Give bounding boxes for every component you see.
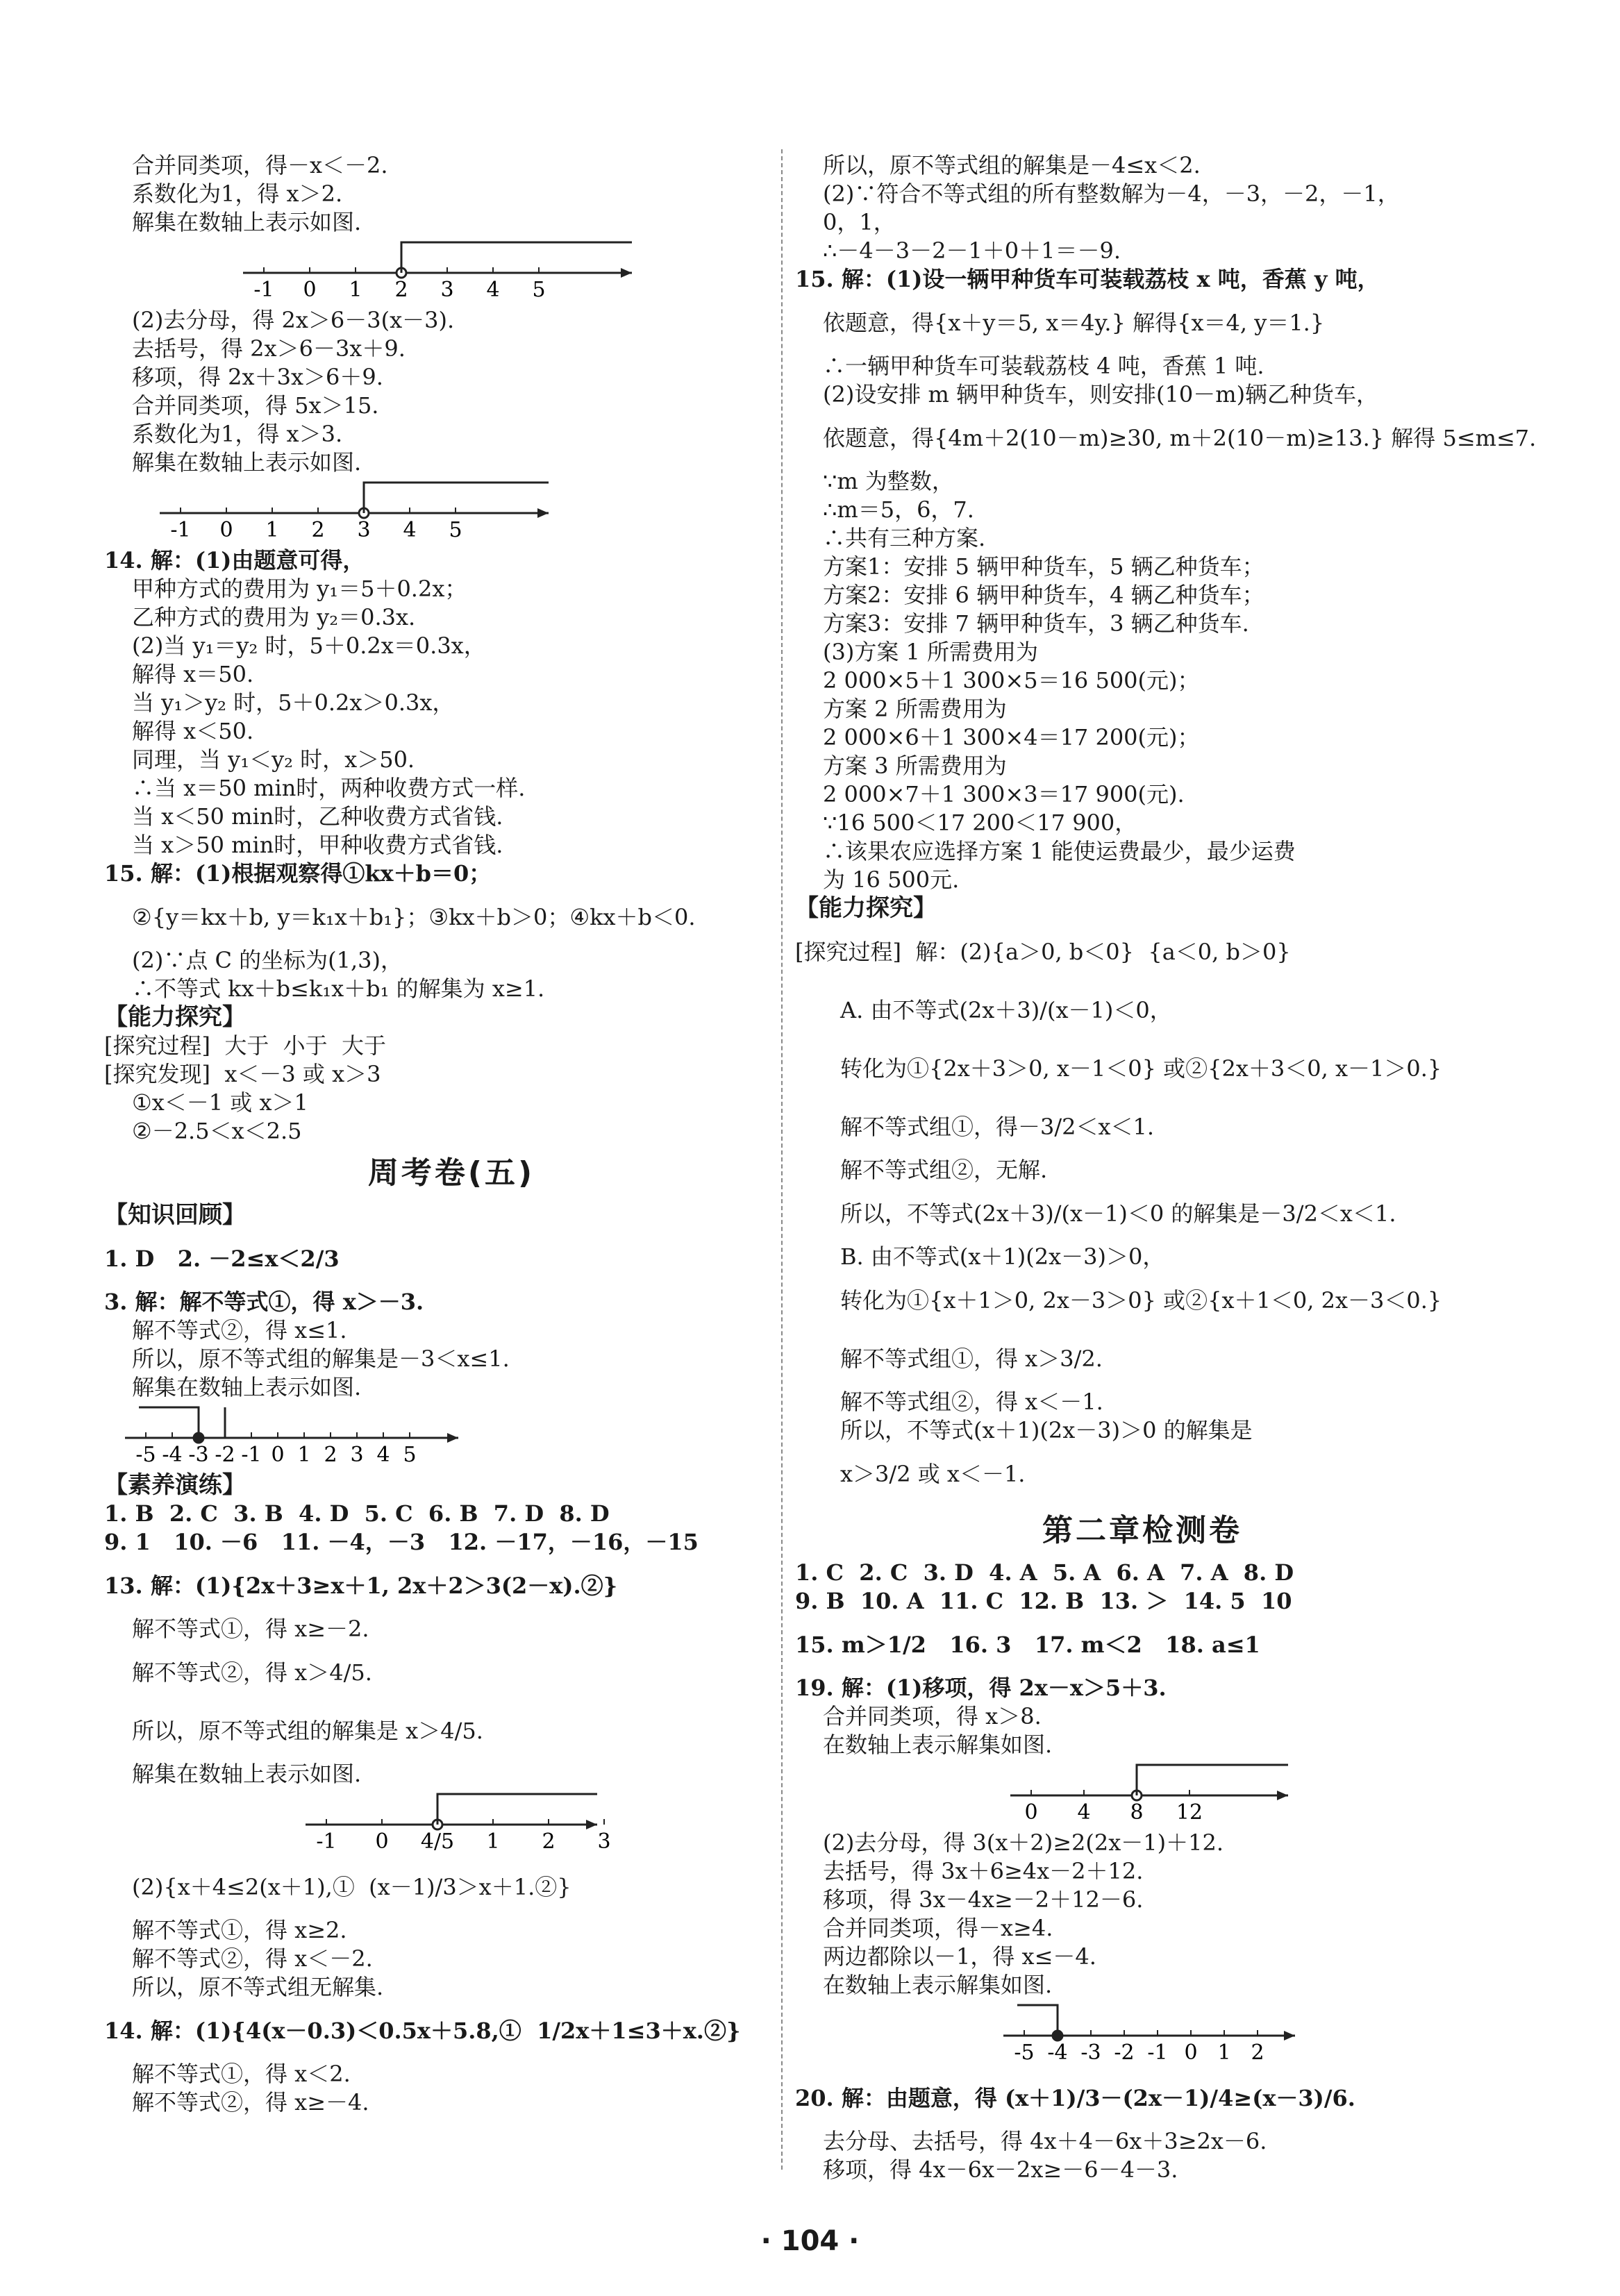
tick-label: 5 [403, 1443, 417, 1467]
answer-line: 解得 x＝50. [132, 661, 254, 687]
answer-line: 解不等式①，得 x≥2. [132, 1917, 347, 1943]
answer-line: 转化为①{x＋1＞0, 2x－3＞0} 或②{x＋1＜0, 2x－3＜0.} [840, 1287, 1442, 1314]
answer-line: 去分母、去括号，得 4x＋4－6x＋3≥2x－6. [823, 2128, 1267, 2154]
answer-line: 去括号，得 2x＞6－3x＋9. [132, 335, 406, 362]
answer-line: 解得 x＜50. [132, 718, 254, 744]
question-line: 1. D 2. －2≤x＜2/3 [104, 1246, 340, 1272]
answer-line: 在数轴上表示解集如图. [823, 1732, 1053, 1758]
answer-line: 所以，不等式(2x＋3)/(x－1)＜0 的解集是－3/2＜x＜1. [840, 1200, 1396, 1227]
answer-line: 解不等式②，得 x≤1. [132, 1317, 347, 1343]
answer-line: ∴m＝5，6，7. [823, 496, 974, 523]
tick-label: -4 [1047, 2041, 1068, 2065]
section-title: 第二章检测卷 [1042, 1513, 1242, 1548]
tick-label: -5 [135, 1443, 156, 1467]
number-line [104, 237, 799, 306]
tick-label: -1 [253, 278, 274, 302]
section-heading: 【能力探究】 [795, 894, 937, 922]
tick-label: 4/5 [420, 1829, 455, 1854]
tick-label: 0 [375, 1829, 389, 1854]
number-line-svg [795, 1759, 1462, 1829]
answer-line: 在数轴上表示解集如图. [823, 1972, 1053, 1998]
answer-line: ∴共有三种方案. [823, 525, 986, 551]
tick-label: 1 [349, 278, 362, 302]
tick-label: 0 [303, 278, 317, 302]
answer-line: 解不等式组①，得 x＞3/2. [840, 1346, 1103, 1372]
answer-line: 解不等式②，得 x＞4/5. [132, 1659, 372, 1686]
section-heading: 【素养演练】 [104, 1471, 246, 1499]
tick-label: -1 [1147, 2041, 1168, 2065]
tick-label: 3 [440, 278, 454, 302]
question-line: 3. 解：解不等式①，得 x＞－3. [104, 1289, 424, 1315]
solution-ray [139, 1407, 225, 1438]
question-line: 14. 解：(1)由题意可得， [104, 547, 365, 573]
answer-line: 2 000×6＋1 300×4＝17 200(元)； [823, 724, 1200, 751]
answer-line: 解不等式②，得 x＜－2. [132, 1945, 373, 1972]
answer-line: 2 000×5＋1 300×5＝16 500(元)； [823, 667, 1200, 694]
answer-line: 系数化为1，得 x＞3. [132, 421, 343, 447]
answer-line: 移项，得 2x＋3x＞6＋9. [132, 364, 383, 390]
question-line: 9. B 10. A 11. C 12. B 13. ＞ 14. 5 10 [795, 1588, 1292, 1614]
tick-label: 3 [350, 1443, 364, 1467]
tick-label: 4 [486, 278, 500, 302]
question-line: 1. C 2. C 3. D 4. A 5. A 6. A 7. A 8. D [795, 1559, 1294, 1586]
section-title: 周考卷(五) [367, 1155, 535, 1191]
answer-line: A. 由不等式(2x＋3)/(x－1)＜0， [840, 997, 1172, 1023]
answer-line: (2)∵点 C 的坐标为(1,3)， [132, 947, 403, 973]
answer-line: ∴该果农应选择方案 1 能使运费最少，最少运费 [823, 838, 1296, 864]
tick-label: 2 [1251, 2041, 1264, 2065]
tick-label: 5 [449, 518, 462, 542]
axis-arrow [447, 1433, 458, 1443]
answer-line: 去括号，得 3x＋6≥4x－2＋12. [823, 1858, 1144, 1884]
tick-label: 2 [324, 1443, 337, 1467]
tick-label: 4 [1077, 1800, 1091, 1825]
number-line [104, 1402, 799, 1471]
answer-line: 所以，原不等式组的解集是－3＜x≤1. [132, 1346, 510, 1372]
tick-label: 2 [394, 278, 408, 302]
answer-line: (2)去分母，得 3(x＋2)≥2(2x－1)＋12. [823, 1829, 1224, 1856]
answer-line: 解集在数轴上表示如图. [132, 209, 362, 235]
answer-line: 所以，原不等式组无解集. [132, 1974, 384, 2000]
tick-label: -1 [241, 1443, 262, 1467]
question-line: 15. 解：(1)设一辆甲种货车可装载荔枝 x 吨，香蕉 y 吨， [795, 266, 1380, 292]
question-line: 1. B 2. C 3. B 4. D 5. C 6. B 7. D 8. D [104, 1500, 610, 1527]
number-line [104, 477, 799, 546]
answer-line: 解集在数轴上表示如图. [132, 449, 362, 476]
axis-arrow [1277, 1791, 1288, 1800]
answer-line: 解集在数轴上表示如图. [132, 1761, 362, 1787]
answer-line: [探究发现] x＜－3 或 x＞3 [104, 1061, 381, 1087]
answer-line: 所以，不等式(x＋1)(2x－3)＞0 的解集是 [840, 1417, 1253, 1443]
section-heading: 【知识回顾】 [104, 1201, 246, 1229]
answer-line: ①x＜－1 或 x＞1 [132, 1089, 308, 1116]
tick-label: 1 [486, 1829, 500, 1854]
answer-line: ∵16 500＜17 200＜17 900， [823, 810, 1137, 836]
number-line-svg [104, 237, 771, 306]
answer-line: 当 y₁＞y₂ 时，5＋0.2x＞0.3x， [132, 689, 455, 716]
tick-label: -2 [1114, 2041, 1135, 2065]
tick-label: 5 [532, 278, 546, 302]
answer-line: 解不等式组②，无解. [840, 1157, 1048, 1183]
answer-line: ②－2.5＜x＜2.5 [132, 1118, 302, 1144]
tick-label: 12 [1176, 1800, 1203, 1825]
answer-line: 2 000×7＋1 300×3＝17 900(元). [823, 781, 1185, 807]
answer-line: 依题意，得{x＋y＝5, x＝4y.} 解得{x＝4, y＝1.} [823, 310, 1325, 336]
tick-label: 2 [311, 518, 325, 542]
tick-label: -2 [215, 1443, 235, 1467]
answer-line: 依题意，得{4m＋2(10－m)≥30, m＋2(10－m)≥13.} 解得 5≤m≤7. [823, 425, 1537, 451]
solution-ray [437, 1794, 597, 1825]
answer-line: 解不等式①，得 x≥－2. [132, 1616, 369, 1642]
answer-line: 移项，得 4x－6x－2x≥－6－4－3. [823, 2156, 1178, 2183]
answer-line: 解集在数轴上表示如图. [132, 1374, 362, 1400]
solution-ray [1017, 2005, 1058, 2036]
tick-label: -3 [1080, 2041, 1101, 2065]
answer-line: 甲种方式的费用为 y₁＝5＋0.2x； [132, 576, 467, 602]
answer-line: (2)设安排 m 辆甲种货车，则安排(10－m)辆乙种货车， [823, 381, 1379, 408]
tick-label: 3 [357, 518, 371, 542]
answer-line: 系数化为1，得 x＞2. [132, 181, 343, 207]
tick-label: 1 [1217, 2041, 1231, 2065]
tick-label: 1 [297, 1443, 311, 1467]
answer-line: 两边都除以－1，得 x≤－4. [823, 1943, 1096, 1970]
answer-line: B. 由不等式(x＋1)(2x－3)＞0， [840, 1243, 1165, 1270]
tick-label: -1 [170, 518, 191, 542]
answer-line: 解不等式组②，得 x＜－1. [840, 1389, 1103, 1415]
question-line: 15. m＞1/2 16. 3 17. m＜2 18. a≤1 [795, 1632, 1260, 1658]
answer-line: (2)去分母，得 2x＞6－3(x－3). [132, 307, 455, 333]
answer-line: 方案 3 所需费用为 [823, 753, 1007, 779]
question-line: 14. 解：(1){4(x－0.3)＜0.5x＋5.8,① 1/2x＋1≤3＋x.②} [104, 2018, 741, 2044]
answer-line: 解不等式②，得 x≥－4. [132, 2089, 369, 2115]
number-line-svg [104, 1788, 771, 1858]
tick-label: 4 [376, 1443, 390, 1467]
answer-line: 移项，得 3x－4x≥－2＋12－6. [823, 1886, 1144, 1913]
number-line-svg [795, 2000, 1462, 2069]
answer-line: 解不等式①，得 x＜2. [132, 2061, 351, 2087]
tick-label: -4 [162, 1443, 183, 1467]
axis-arrow [586, 1820, 597, 1829]
right-column [795, 151, 1537, 2184]
page-number: · 104 · [760, 2225, 860, 2257]
tick-label: -1 [316, 1829, 337, 1854]
answer-line: ∴一辆甲种货车可装载荔枝 4 吨，香蕉 1 吨. [823, 353, 1264, 379]
question-line: 13. 解：(1){2x＋3≥x＋1, 2x＋2＞3(2－x).②} [104, 1573, 618, 1599]
answer-line: 0，1， [823, 209, 896, 235]
answer-line: 所以，原不等式组的解集是 x＞4/5. [132, 1718, 483, 1744]
tick-label: 0 [219, 518, 233, 542]
answer-line: 转化为①{2x＋3＞0, x－1＜0} 或②{2x＋3＜0, x－1＞0.} [840, 1055, 1442, 1082]
axis-arrow [621, 268, 632, 278]
tick-label: 2 [542, 1829, 556, 1854]
question-line: 15. 解：(1)根据观察得①kx＋b＝0； [104, 860, 492, 887]
answer-line: ∴不等式 kx＋b≤k₁x＋b₁ 的解集为 x≥1. [132, 975, 545, 1002]
answer-line: 合并同类项，得－x＜－2. [132, 152, 388, 178]
answer-line: ∴－4－3－2－1＋0＋1＝－9. [823, 237, 1121, 264]
column-divider [781, 149, 783, 2170]
answer-line: (2)当 y₁＝y₂ 时，5＋0.2x＝0.3x， [132, 632, 486, 659]
question-line: 9. 1 10. －6 11. －4，－3 12. －17，－16，－15 [104, 1529, 699, 1555]
question-line: 20. 解：由题意，得 (x＋1)/3－(2x－1)/4≥(x－3)/6. [795, 2085, 1355, 2111]
answer-line: 当 x＜50 min时，乙种收费方式省钱. [132, 803, 503, 830]
tick-label: 0 [1184, 2041, 1198, 2065]
tick-label: 1 [265, 518, 279, 542]
answer-line: (2)∵符合不等式组的所有整数解为－4，－3，－2，－1， [823, 181, 1400, 207]
solution-ray [1137, 1765, 1288, 1795]
number-line-svg [104, 477, 771, 546]
answer-line: 合并同类项，得－x≥4. [823, 1915, 1053, 1941]
question-line: 19. 解：(1)移项，得 2x－x＞5＋3. [795, 1675, 1167, 1701]
answer-line: 解不等式组①，得－3/2＜x＜1. [840, 1114, 1155, 1140]
answer-line: (3)方案 1 所需费用为 [823, 639, 1039, 665]
answer-line: 同理，当 y₁＜y₂ 时，x＞50. [132, 746, 415, 773]
answer-line: 方案1：安排 5 辆甲种货车，5 辆乙种货车； [823, 553, 1264, 580]
answer-line: ②{y＝kx＋b, y＝k₁x＋b₁}；③kx＋b＞0；④kx＋b＜0. [132, 904, 696, 930]
answer-line: ∴当 x＝50 min时，两种收费方式一样. [132, 775, 526, 801]
answer-line: [探究过程] 解：(2){a＞0, b＜0} {a＜0, b＞0} [795, 939, 1291, 965]
solution-ray [401, 242, 632, 273]
axis-arrow [537, 508, 549, 518]
answer-line: 方案 2 所需费用为 [823, 696, 1007, 722]
answer-line: 乙种方式的费用为 y₂＝0.3x. [132, 604, 416, 630]
answer-line: 合并同类项，得 x＞8. [823, 1703, 1042, 1729]
answer-line: x＞3/2 或 x＜－1. [840, 1461, 1026, 1487]
answer-line: 合并同类项，得 5x＞15. [132, 392, 379, 419]
tick-label: 4 [403, 518, 417, 542]
answer-line: ∵m 为整数， [823, 468, 954, 494]
number-line [104, 1788, 799, 1858]
section-heading: 【能力探究】 [104, 1003, 246, 1031]
answer-line: 所以，原不等式组的解集是－4≤x＜2. [823, 152, 1201, 178]
answer-line: 方案3：安排 7 辆甲种货车，3 辆乙种货车. [823, 610, 1249, 637]
answer-line: 当 x＞50 min时，甲种收费方式省钱. [132, 832, 503, 858]
answer-line: [探究过程] 大于 小于 大于 [104, 1032, 387, 1059]
tick-label: 0 [1024, 1800, 1038, 1825]
axis-arrow [1284, 2031, 1295, 2041]
tick-label: -5 [1014, 2041, 1035, 2065]
answer-line: (2){x＋4≤2(x＋1),① (x－1)/3＞x＋1.②} [132, 1874, 571, 1900]
number-line-svg [104, 1402, 771, 1471]
tick-label: 8 [1130, 1800, 1144, 1825]
number-line [795, 2000, 1489, 2069]
number-line [795, 1759, 1489, 1829]
tick-label: 3 [597, 1829, 611, 1854]
left-column [104, 151, 799, 2117]
tick-label: -3 [188, 1443, 209, 1467]
tick-label: 0 [271, 1443, 285, 1467]
answer-line: 为 16 500元. [823, 866, 960, 893]
answer-line: 方案2：安排 6 辆甲种货车，4 辆乙种货车； [823, 582, 1264, 608]
